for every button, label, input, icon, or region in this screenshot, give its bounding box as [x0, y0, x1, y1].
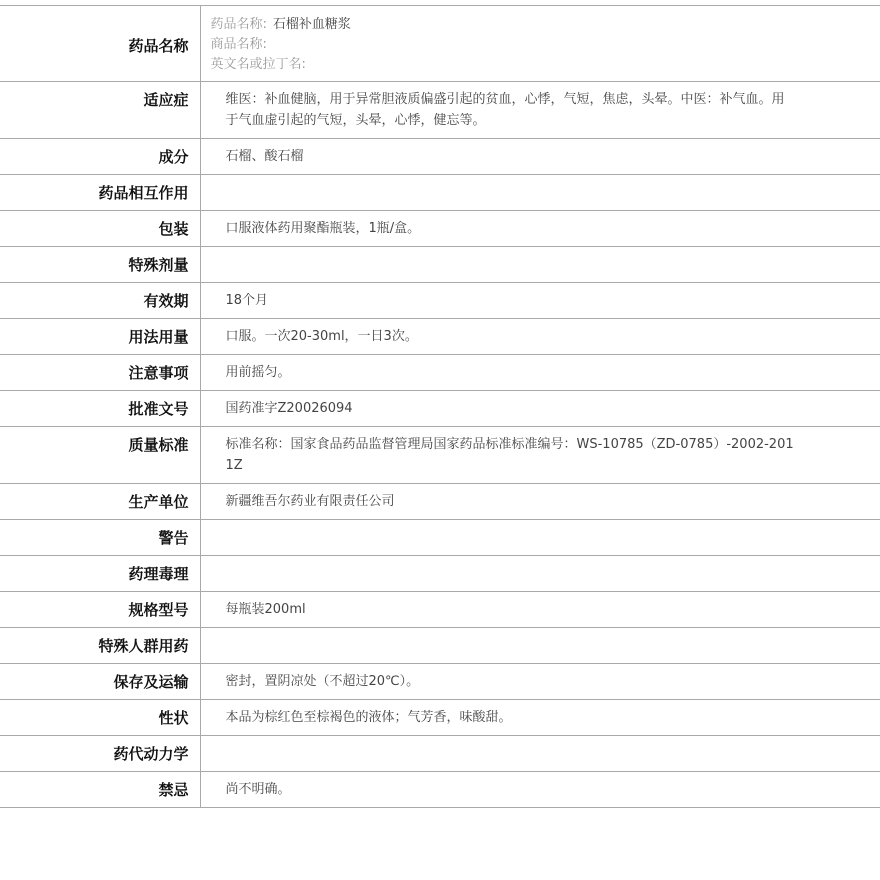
english-name-line: [211, 55, 880, 75]
table-row-packaging: [0, 211, 880, 247]
table-row-contraindications: [0, 772, 880, 808]
table-row-manufacturer: [0, 484, 880, 520]
row-label: 规格型号: [0, 592, 200, 628]
row-value-text: 维医：补血健脑，用于异常胆液质偏盛引起的贫血，心悸，气短，焦虑，头晕。中医：补气血。用于气血虚引起的气短，头晕，心悸，健忘等。: [225, 92, 785, 128]
row-label: 有效期: [0, 283, 200, 319]
row-label: 包装: [0, 211, 200, 247]
row-label: 批准文号: [0, 391, 200, 427]
row-value: [200, 736, 880, 772]
row-label: 禁忌: [0, 772, 200, 808]
table-row-pharmacology: [0, 556, 880, 592]
drug-spec-table: [0, 5, 880, 808]
row-value: 口服。一次20-30ml，一日3次。: [200, 319, 880, 355]
row-value: 国药准字Z20026094: [200, 391, 880, 427]
generic-name-key: 药品名称:: [210, 17, 267, 32]
row-value: 尚不明确。: [200, 772, 880, 808]
generic-name-line: [211, 15, 880, 35]
row-label: 特殊剂量: [0, 247, 200, 283]
row-value: 口服液体药用聚酯瓶装，1瓶/盒。: [200, 211, 880, 247]
table-row-specification: [0, 592, 880, 628]
table-row-special-dosage: [0, 247, 880, 283]
table-row-warning: [0, 520, 880, 556]
row-label: 警告: [0, 520, 200, 556]
row-value: [200, 556, 880, 592]
table-row-indications: [0, 82, 880, 139]
table-row-drug-name: [0, 6, 880, 82]
row-value: 用前摇匀。: [200, 355, 880, 391]
table-row-precautions: [0, 355, 880, 391]
table-row-interactions: [0, 175, 880, 211]
row-value: 每瓶装200ml: [200, 592, 880, 628]
trade-name-key: 商品名称:: [210, 37, 267, 52]
row-label: 保存及运输: [0, 664, 200, 700]
table-row-storage: [0, 664, 880, 700]
table-row-dosage: [0, 319, 880, 355]
row-label: 药代动力学: [0, 736, 200, 772]
english-name-key: 英文名或拉丁名:: [210, 57, 306, 72]
row-value: [200, 628, 880, 664]
row-value-text: 标准名称：国家食品药品监督管理局国家药品标准标准编号：WS-10785（ZD-0785）-2002-2011Z: [225, 437, 794, 473]
generic-name-value: 石榴补血糖浆: [272, 17, 351, 32]
table-row-special-populations: [0, 628, 880, 664]
row-label: 质量标准: [0, 427, 200, 484]
row-label: 药品相互作用: [0, 175, 200, 211]
row-value: 18个月: [200, 283, 880, 319]
row-label: 适应症: [0, 82, 200, 139]
row-label: 生产单位: [0, 484, 200, 520]
row-value: [200, 247, 880, 283]
row-label: 特殊人群用药: [0, 628, 200, 664]
row-label: 用法用量: [0, 319, 200, 355]
drug-name-values: [200, 6, 880, 82]
table-row-ingredients: [0, 139, 880, 175]
row-label: 性状: [0, 700, 200, 736]
row-value: 石榴、酸石榴: [200, 139, 880, 175]
row-value: 密封，置阴凉处（不超过20℃）。: [200, 664, 880, 700]
table-row-appearance: [0, 700, 880, 736]
row-value: [200, 175, 880, 211]
table-row-quality-standard: [0, 427, 880, 484]
row-label: 成分: [0, 139, 200, 175]
row-value: [200, 427, 880, 484]
table-row-pharmacokinetics: [0, 736, 880, 772]
row-value: 新疆维吾尔药业有限责任公司: [200, 484, 880, 520]
table-row-approval-number: [0, 391, 880, 427]
row-value: 本品为棕红色至棕褐色的液体；气芳香，味酸甜。: [200, 700, 880, 736]
row-label-drug-name: 药品名称: [0, 6, 200, 82]
row-value: [200, 82, 880, 139]
row-label: 药理毒理: [0, 556, 200, 592]
row-value: [200, 520, 880, 556]
trade-name-line: [211, 35, 880, 55]
table-row-shelf-life: [0, 283, 880, 319]
row-label: 注意事项: [0, 355, 200, 391]
